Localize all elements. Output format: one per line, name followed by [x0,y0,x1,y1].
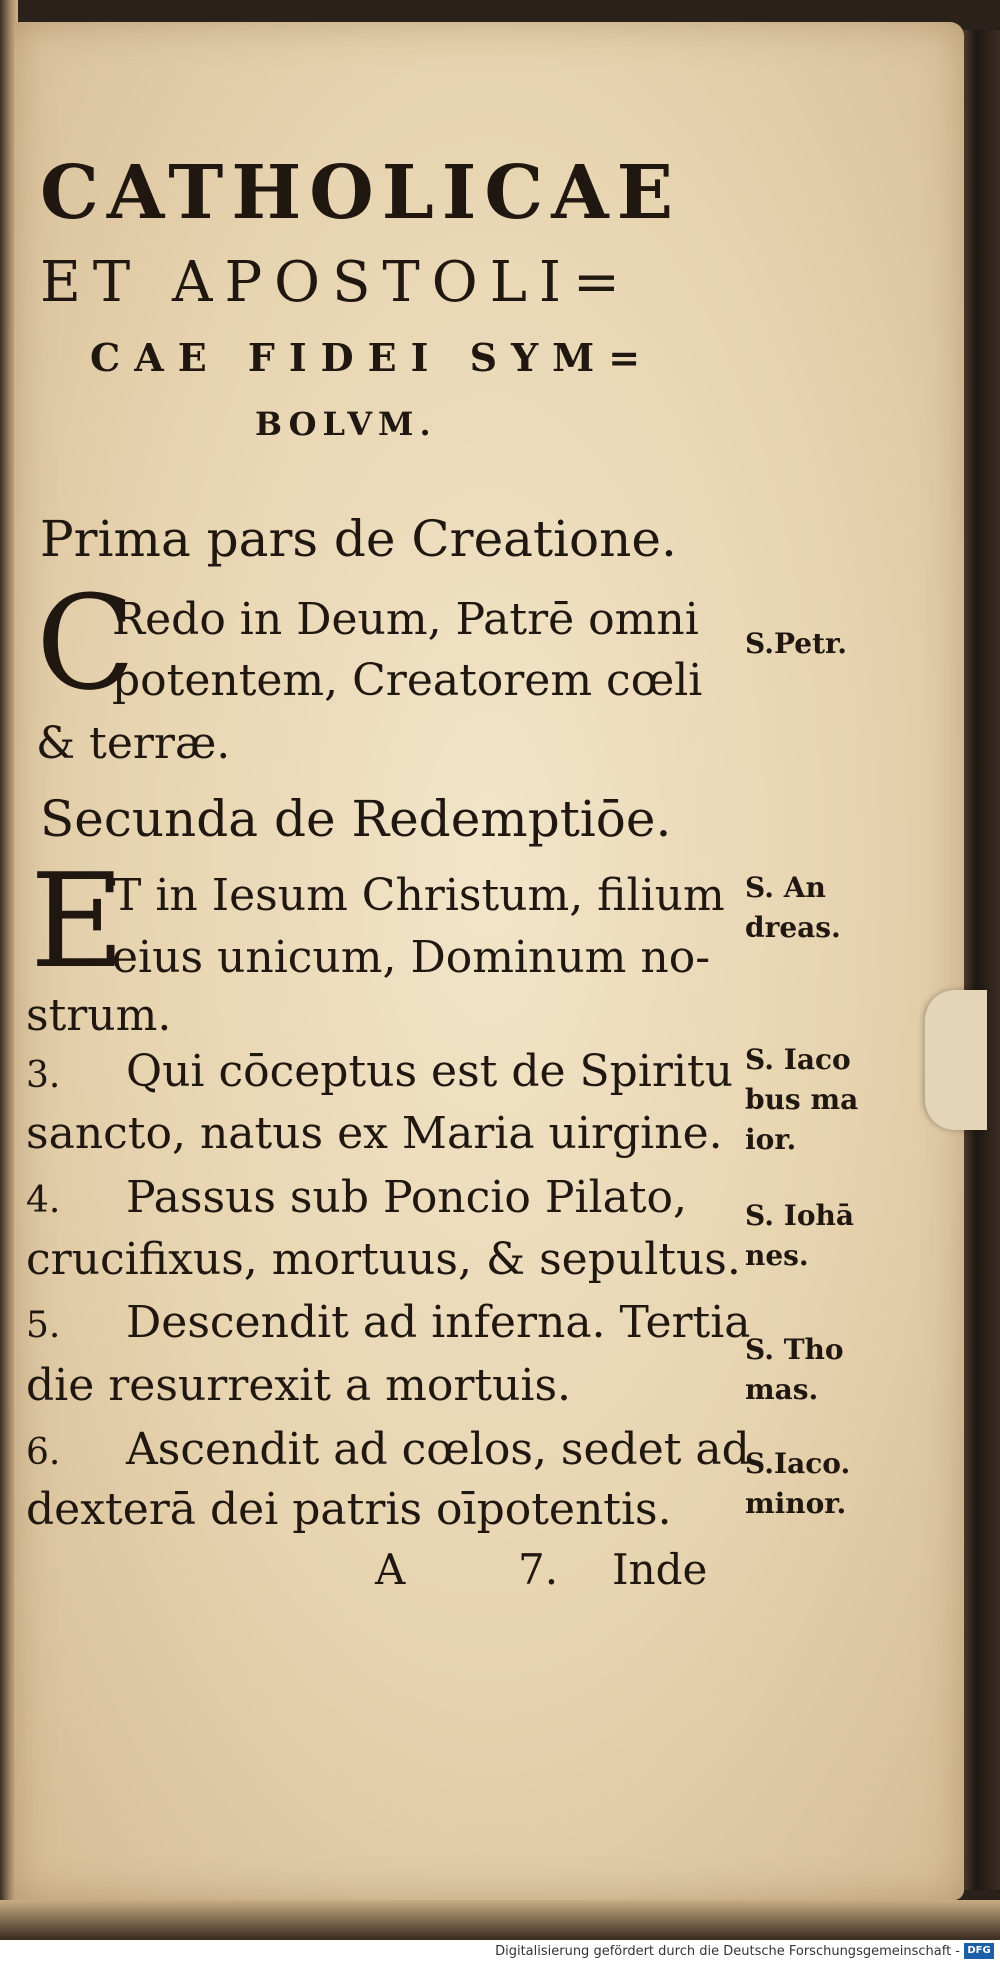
signature-mark: A [375,1545,406,1594]
title-line-3: CAE FIDEI SYM= [90,335,655,380]
section-heading-creation: Prima pars de Creatione. [40,510,677,568]
text-line: sancto, natus ex Maria uirgine. [26,1108,723,1159]
margin-note-s-petr: S.Petr. [745,627,847,660]
margin-note-s-iacobus-3: ior. [745,1123,797,1156]
book-page-bottom-edge [0,1900,1000,1940]
article-number: 4. [26,1180,61,1221]
text-line: Passus sub Poncio Pilato, [126,1172,687,1223]
text-line: Ascendit ad cœlos, sedet ad [126,1424,750,1475]
dropcap-c: C [36,567,136,719]
dropcap-e: E [30,845,125,997]
text-line: crucifixus, mortuus, & sepultus. [26,1234,741,1285]
margin-note-s-thomas-2: mas. [745,1373,819,1406]
title-line-2: ET APOSTOLI= [40,250,632,315]
margin-note-s-andreas-2: dreas. [745,911,841,944]
margin-note-s-iacobus-1: S. Iaco [745,1043,851,1076]
text-line: & terræ. [36,718,231,769]
margin-note-s-iohannes-2: nes. [745,1239,809,1272]
text-line: Descendit ad inferna. Tertia [126,1297,751,1348]
margin-note-s-thomas-1: S. Tho [745,1333,844,1366]
article-number: 5. [26,1305,61,1346]
funding-credit: Digitalisierung gefördert durch die Deutsche Forschungsgemeinschaft - [495,1944,960,1959]
page-tab-marker [925,990,987,1130]
page-number: 7. [518,1545,559,1594]
section-heading-redemption: Secunda de Redemptiōe. [40,790,672,848]
title-line-1: CATHOLICAE [40,150,682,236]
article-number: 6. [26,1432,61,1473]
margin-note-s-iacobus-2: bus ma [745,1083,859,1116]
catchword: Inde [612,1545,708,1594]
text-line: Qui cōceptus est de Spiritu [126,1046,734,1097]
book-edge-right [960,30,1000,1890]
article-number: 3. [26,1055,61,1096]
text-line: die resurrexit a mortuis. [26,1360,572,1411]
text-line: dexterā dei patris oīpotentis. [26,1484,672,1535]
text-line: T in Iesum Christum, filium [112,870,725,921]
margin-note-s-iacobus-minor-1: S.Iaco. [745,1447,851,1480]
text-line: Redo in Deum, Patrē omni [112,594,699,645]
text-line: potentem, Creatorem cœli [112,655,703,706]
margin-note-s-andreas-1: S. An [745,871,826,904]
margin-note-s-iacobus-minor-2: minor. [745,1487,847,1520]
text-line: strum. [26,990,172,1041]
text-line: eius unicum, Dominum no- [112,932,711,983]
dfg-logo-icon: DFG [964,1943,994,1959]
margin-note-s-iohannes-1: S. Iohā [745,1199,854,1232]
title-line-4: BOLVM. [255,405,437,443]
